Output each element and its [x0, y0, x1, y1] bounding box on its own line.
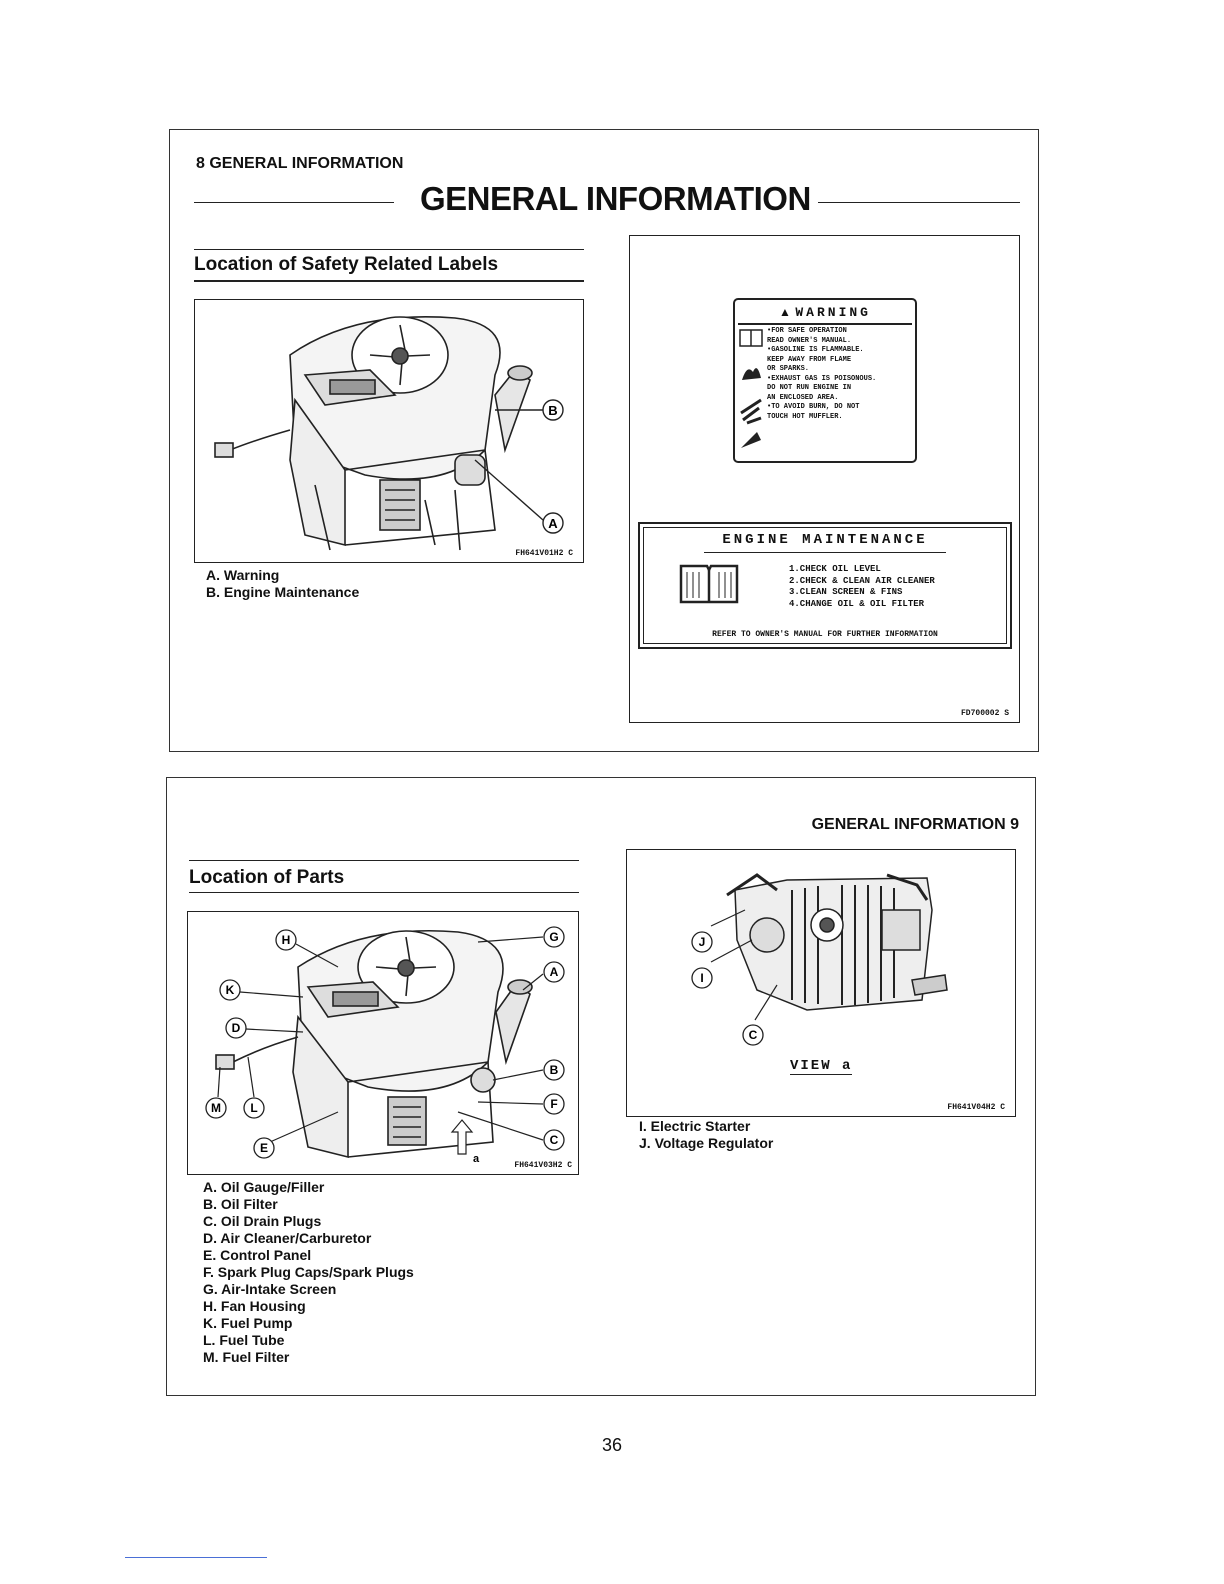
subheading: Location of Parts: [189, 867, 345, 888]
manual-book-icon: [679, 562, 739, 606]
warning-title: WARNING: [795, 305, 871, 320]
flame-icon: [742, 368, 761, 380]
callout-e: E: [259, 1141, 269, 1155]
callout-i: I: [700, 971, 704, 985]
subheading-rule-top: [189, 860, 579, 861]
title-rule-left: [194, 202, 394, 203]
subheading-rule-bottom: [194, 280, 584, 282]
section-label: 8 GENERAL INFORMATION: [196, 155, 404, 172]
top-manual-page: [169, 129, 1039, 752]
callout-h: H: [281, 933, 291, 947]
figure-code: FH641V03H2 C: [514, 1161, 572, 1170]
exhaust-icon: [741, 400, 761, 423]
legend-item: L. Fuel Tube: [203, 1332, 285, 1348]
label-legend: [206, 567, 359, 601]
warning-triangle-icon: ▲: [779, 305, 791, 319]
legend-item: A. Warning: [206, 567, 280, 583]
engine-figure: [194, 299, 584, 563]
legend-item: A. Oil Gauge/Filler: [203, 1179, 325, 1195]
engine-underside-drawing: [627, 850, 1015, 1116]
callout-b: B: [548, 403, 558, 418]
legend-item: J. Voltage Regulator: [639, 1135, 774, 1151]
warning-icons: [739, 328, 763, 453]
view-label: VIEW a: [790, 1058, 853, 1074]
legend-item: E. Control Panel: [203, 1247, 312, 1263]
legend-item: G. Air-Intake Screen: [203, 1281, 337, 1297]
legend-item: D. Air Cleaner/Carburetor: [203, 1230, 372, 1246]
legend-item: C. Oil Drain Plugs: [203, 1213, 322, 1229]
view-a-figure: [626, 849, 1016, 1117]
parts-figure: [187, 911, 579, 1175]
safety-labels-figure: [629, 235, 1020, 723]
callout-f: F: [550, 1097, 558, 1111]
bottom-manual-page: [166, 777, 1036, 1396]
legend-item: K. Fuel Pump: [203, 1315, 293, 1331]
arrow-label: a: [472, 1153, 480, 1165]
section-label: GENERAL INFORMATION 9: [811, 816, 1019, 833]
callout-d: D: [231, 1021, 241, 1035]
callout-l: L: [250, 1101, 258, 1115]
callout-b: B: [549, 1063, 559, 1077]
maintenance-footer: REFER TO OWNER'S MANUAL FOR FURTHER INFORMATION: [712, 630, 938, 639]
figure-code: FD700002 S: [960, 709, 1009, 718]
view-legend: [639, 1118, 773, 1152]
maintenance-items: 1.CHECK OIL LEVEL 2.CHECK & CLEAN AIR CLEANER 3.CLEAN SCREEN & FINS 4.CHANGE OIL & OIL FILTER: [789, 564, 935, 609]
callout-k: K: [225, 983, 235, 997]
page-number: 36: [601, 1435, 623, 1455]
legend-item: H. Fan Housing: [203, 1298, 306, 1314]
parts-legend: [203, 1179, 414, 1366]
callout-a: A: [548, 516, 558, 531]
warning-header: [738, 303, 912, 325]
callout-m: M: [211, 1101, 221, 1115]
engine-drawing: [195, 300, 583, 562]
subheading-rule-top: [194, 249, 584, 250]
warning-label: [733, 298, 917, 463]
legend-item: I. Electric Starter: [639, 1118, 751, 1134]
legend-item: F. Spark Plug Caps/Spark Plugs: [203, 1264, 414, 1280]
title-rule-right: [818, 202, 1020, 203]
main-title: GENERAL INFORMATION: [420, 180, 811, 217]
callout-g: G: [549, 930, 559, 944]
maintenance-label: [638, 522, 1012, 649]
subheading-rule-bottom: [189, 892, 579, 893]
legend-item: B. Engine Maintenance: [206, 584, 360, 600]
subheading: Location of Safety Related Labels: [194, 254, 499, 275]
burn-icon: [741, 432, 761, 448]
legend-item: M. Fuel Filter: [203, 1349, 290, 1365]
callout-a: A: [549, 965, 559, 979]
legend-item: B. Oil Filter: [203, 1196, 278, 1212]
callout-j: J: [698, 935, 706, 949]
figure-code: FH641V04H2 C: [947, 1103, 1005, 1112]
maintenance-title: ENGINE MAINTENANCE: [722, 532, 928, 548]
parts-engine-drawing: [188, 912, 578, 1174]
figure-code: FH641V01H2 C: [515, 549, 573, 558]
footnote-separator: [125, 1557, 267, 1558]
callout-c: C: [549, 1133, 559, 1147]
callout-c: C: [748, 1028, 758, 1042]
warning-text: •FOR SAFE OPERATION READ OWNER'S MANUAL. •GASOLINE IS FLAMMABLE. KEEP AWAY FROM FLAME OR SPARKS. •EXHAUST GAS IS POISONOUS. DO NOT RUN ENGINE IN AN ENCLOSED AREA. •TO AVOID BURN, DO NOT TOUCH HOT MUFFLER.: [767, 327, 877, 421]
